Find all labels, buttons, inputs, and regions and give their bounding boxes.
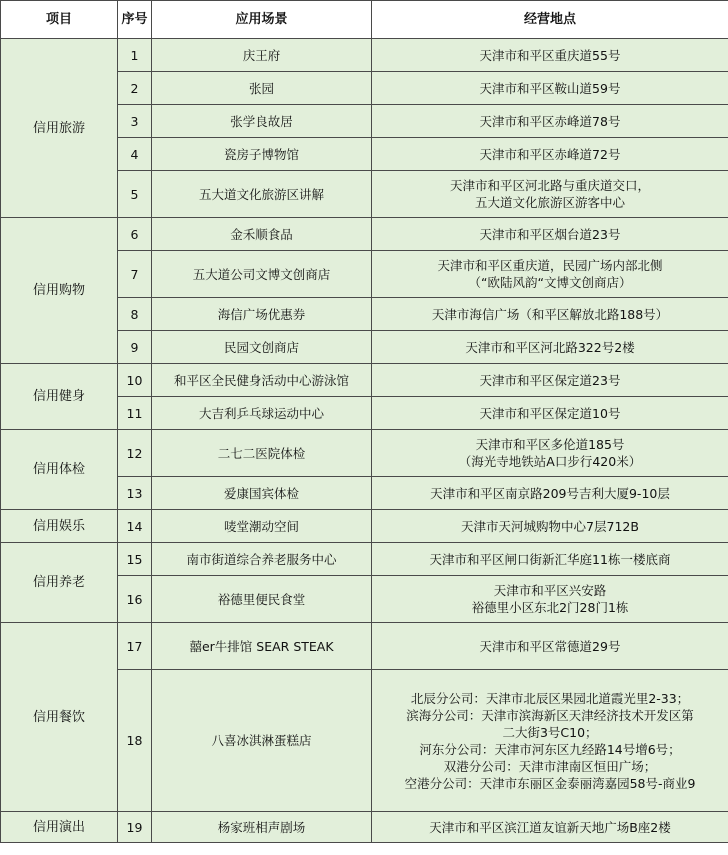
address-line: 空港分公司：天津市东丽区金泰丽湾嘉园58号-商业9 (404, 775, 696, 791)
category-cell: 信用娱乐 (1, 510, 118, 543)
row-index: 9 (118, 331, 152, 364)
row-address (372, 543, 728, 576)
address-line: 二大街3号C10； (502, 724, 598, 740)
row-scene: 杨家班相声剧场 (152, 812, 372, 843)
address-line: 天津市和平区南京路209号吉利大厦9-10层 (430, 485, 670, 501)
row-index: 6 (118, 218, 152, 251)
row-index: 19 (118, 812, 152, 843)
category-cell: 信用体检 (1, 430, 118, 510)
address-line: 天津市和平区重庆道55号 (479, 47, 621, 63)
table-row (1, 39, 728, 72)
row-scene: 八喜冰淇淋蛋糕店 (152, 670, 372, 812)
address-line: 天津市和平区重庆道，民园广场内部北侧 (437, 258, 663, 273)
row-address (372, 218, 728, 251)
row-scene: 五大道文化旅游区讲解 (152, 171, 372, 218)
header-row (1, 1, 728, 39)
header-location: 经营地点 (372, 1, 728, 39)
row-scene: 张园 (152, 72, 372, 105)
address-line: 天津市和平区河北路与重庆道交口， (449, 178, 650, 193)
table-row (1, 364, 728, 397)
row-scene: 二七二医院体检 (152, 430, 372, 477)
address-line: 天津市和平区兴安路 (493, 583, 607, 598)
row-index: 12 (118, 430, 152, 477)
address-line: 滨海分公司：天津市滨海新区天津经济技术开发区第 (406, 707, 694, 723)
category-cell: 信用餐饮 (1, 623, 118, 812)
row-address (372, 477, 728, 510)
table-row (1, 510, 728, 543)
row-index: 5 (118, 171, 152, 218)
row-address (372, 105, 728, 138)
row-scene: 裕德里便民食堂 (152, 576, 372, 623)
row-scene: 囍er牛排馆 SEAR STEAK (152, 623, 372, 670)
row-scene: 民园文创商店 (152, 331, 372, 364)
row-index: 13 (118, 477, 152, 510)
table-row (1, 623, 728, 670)
address-line: 天津市和平区多伦道185号 (475, 437, 625, 452)
address-line: 裕德里小区东北2门28门1栋 (471, 600, 629, 615)
row-address (372, 510, 728, 543)
row-index: 15 (118, 543, 152, 576)
address-line: （海光寺地铁站A口步行420米） (458, 454, 642, 469)
category-cell: 信用演出 (1, 812, 118, 843)
row-scene: 爱康国宾体检 (152, 477, 372, 510)
table-row (1, 812, 728, 843)
table-row (1, 543, 728, 576)
row-address (372, 171, 728, 218)
category-cell: 信用购物 (1, 218, 118, 364)
header-index: 序号 (118, 1, 152, 39)
address-line: 双港分公司：天津市津南区恒田广场； (443, 758, 657, 774)
row-scene: 南市街道综合养老服务中心 (152, 543, 372, 576)
row-index: 7 (118, 251, 152, 298)
row-address (372, 39, 728, 72)
row-index: 10 (118, 364, 152, 397)
row-scene: 唛堂潮动空间 (152, 510, 372, 543)
row-address (372, 364, 728, 397)
table-row (1, 218, 728, 251)
row-scene: 庆王府 (152, 39, 372, 72)
address-line: 天津市海信广场（和平区解放北路188号） (431, 306, 669, 322)
row-address (372, 812, 728, 843)
row-index: 1 (118, 39, 152, 72)
row-address (372, 576, 728, 623)
table-row (1, 430, 728, 477)
row-address (372, 670, 728, 812)
row-index: 11 (118, 397, 152, 430)
address-line: 天津市和平区河北路322号2楼 (465, 339, 635, 355)
row-scene: 金禾顺食品 (152, 218, 372, 251)
row-address (372, 623, 728, 670)
row-address (372, 72, 728, 105)
row-address (372, 397, 728, 430)
row-index: 3 (118, 105, 152, 138)
row-scene: 张学良故居 (152, 105, 372, 138)
address-line: 北辰分公司：天津市北辰区果园北道霞光里2-33； (410, 690, 690, 706)
address-line: 天津市和平区保定道23号 (479, 372, 621, 388)
address-line: 五大道文化旅游区游客中心 (474, 195, 625, 210)
category-cell: 信用旅游 (1, 39, 118, 218)
address-line: 天津市和平区保定道10号 (479, 405, 621, 421)
address-line: 河东分公司：天津市河东区九经路14号增6号； (419, 741, 681, 757)
address-line: 天津市和平区烟台道23号 (479, 226, 621, 242)
row-index: 17 (118, 623, 152, 670)
row-scene: 大吉利乒乓球运动中心 (152, 397, 372, 430)
category-cell: 信用健身 (1, 364, 118, 430)
row-address (372, 138, 728, 171)
row-address (372, 298, 728, 331)
row-scene: 瓷房子博物馆 (152, 138, 372, 171)
address-line: 天津市和平区闸口街新汇华庭11栋一楼底商 (429, 551, 671, 567)
row-index: 2 (118, 72, 152, 105)
header-scene: 应用场景 (152, 1, 372, 39)
row-scene: 和平区全民健身活动中心游泳馆 (152, 364, 372, 397)
address-line: 天津市和平区鞍山道59号 (479, 80, 621, 96)
address-line: 天津市和平区赤峰道78号 (479, 113, 621, 129)
row-scene: 五大道公司文博文创商店 (152, 251, 372, 298)
row-index: 16 (118, 576, 152, 623)
row-index: 18 (118, 670, 152, 812)
row-address (372, 331, 728, 364)
address-line: （“欧陆风韵“文博文创商店） (468, 275, 632, 290)
row-index: 8 (118, 298, 152, 331)
header-category: 项目 (1, 1, 118, 39)
row-index: 14 (118, 510, 152, 543)
row-scene: 海信广场优惠券 (152, 298, 372, 331)
row-address (372, 251, 728, 298)
row-address (372, 430, 728, 477)
address-line: 天津市和平区赤峰道72号 (479, 146, 621, 162)
address-line: 天津市和平区滨江道友谊新天地广场B座2楼 (429, 819, 671, 835)
row-index: 4 (118, 138, 152, 171)
address-line: 天津市和平区常德道29号 (479, 638, 621, 654)
address-line: 天津市天河城购物中心7层712B (461, 518, 639, 534)
category-cell: 信用养老 (1, 543, 118, 623)
